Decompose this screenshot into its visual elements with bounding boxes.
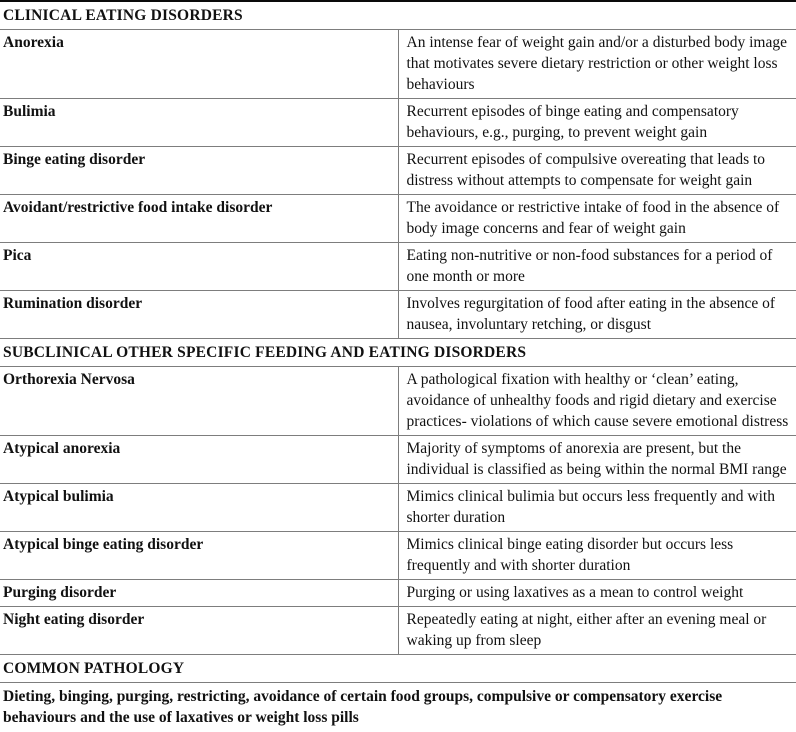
table-row bbox=[0, 436, 796, 484]
table-row bbox=[0, 580, 796, 607]
definition-cell: The avoidance or restrictive intake of food in the absence of body image concerns and fear of weight gain bbox=[398, 195, 796, 243]
term-cell: Rumination disorder bbox=[0, 291, 398, 339]
section-header-row bbox=[0, 1, 796, 30]
section-header-row bbox=[0, 339, 796, 367]
term-cell: Atypical binge eating disorder bbox=[0, 532, 398, 580]
table-row bbox=[0, 291, 796, 339]
common-pathology-text: Dieting, binging, purging, restricting, avoidance of certain food groups, compulsive or compensatory exercise behaviours and the use of laxatives or weight loss pills bbox=[0, 683, 796, 732]
section-header: COMMON PATHOLOGY bbox=[0, 655, 796, 683]
section-header: SUBCLINICAL OTHER SPECIFIC FEEDING AND EATING DISORDERS bbox=[0, 339, 796, 367]
term-cell: Bulimia bbox=[0, 99, 398, 147]
section-header: CLINICAL EATING DISORDERS bbox=[0, 1, 796, 30]
definition-cell: Mimics clinical bulimia but occurs less frequently and with shorter duration bbox=[398, 484, 796, 532]
term-cell: Purging disorder bbox=[0, 580, 398, 607]
footer-row bbox=[0, 683, 796, 732]
definition-cell: Recurrent episodes of compulsive overeating that leads to distress without attempts to compensate for weight gain bbox=[398, 147, 796, 195]
term-cell: Avoidant/restrictive food intake disorder bbox=[0, 195, 398, 243]
definition-cell: Mimics clinical binge eating disorder but occurs less frequently and with shorter duration bbox=[398, 532, 796, 580]
definition-cell: Eating non-nutritive or non-food substances for a period of one month or more bbox=[398, 243, 796, 291]
section-header-row bbox=[0, 655, 796, 683]
definition-cell: Recurrent episodes of binge eating and compensatory behaviours, e.g., purging, to prevent weight gain bbox=[398, 99, 796, 147]
table-row bbox=[0, 195, 796, 243]
definition-cell: Involves regurgitation of food after eating in the absence of nausea, involuntary retching, or disgust bbox=[398, 291, 796, 339]
table-row bbox=[0, 99, 796, 147]
table-row bbox=[0, 367, 796, 436]
table-row bbox=[0, 532, 796, 580]
term-cell: Anorexia bbox=[0, 30, 398, 99]
term-cell: Night eating disorder bbox=[0, 607, 398, 655]
table-body bbox=[0, 1, 796, 732]
definition-cell: Purging or using laxatives as a mean to control weight bbox=[398, 580, 796, 607]
term-cell: Orthorexia Nervosa bbox=[0, 367, 398, 436]
definition-cell: Majority of symptoms of anorexia are present, but the individual is classified as being within the normal BMI range bbox=[398, 436, 796, 484]
term-cell: Atypical bulimia bbox=[0, 484, 398, 532]
table-row bbox=[0, 147, 796, 195]
term-cell: Binge eating disorder bbox=[0, 147, 398, 195]
definition-cell: A pathological fixation with healthy or ‘clean’ eating, avoidance of unhealthy foods and rigid dietary and exercise practices- violations of which cause severe emotional distress bbox=[398, 367, 796, 436]
table-row bbox=[0, 484, 796, 532]
definition-cell: An intense fear of weight gain and/or a disturbed body image that motivates severe dietary restriction or other weight loss behaviours bbox=[398, 30, 796, 99]
table-row bbox=[0, 243, 796, 291]
table-row bbox=[0, 607, 796, 655]
term-cell: Atypical anorexia bbox=[0, 436, 398, 484]
table-row bbox=[0, 30, 796, 99]
definition-cell: Repeatedly eating at night, either after an evening meal or waking up from sleep bbox=[398, 607, 796, 655]
term-cell: Pica bbox=[0, 243, 398, 291]
